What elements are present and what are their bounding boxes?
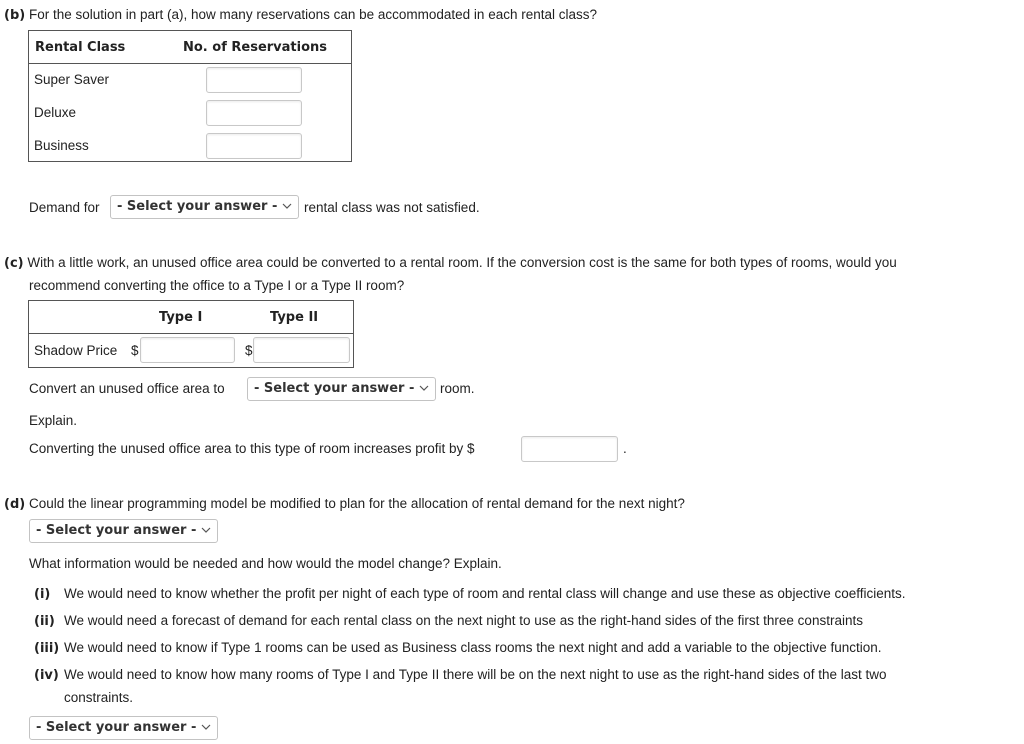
option-number: (ii) — [34, 614, 55, 629]
option-text: We would need to know how many rooms of Type I and Type II there will be on the next night to use as the right-hand sides of the last two — [64, 667, 887, 682]
row-label-business: Business — [34, 138, 89, 153]
part-d-label: (d) — [4, 497, 26, 512]
part-c-question-line2: recommend converting the office to a Type I or a Type II room? — [29, 278, 405, 293]
part-b-label: (b) — [4, 8, 26, 23]
convert-room-select[interactable] — [247, 377, 436, 401]
part-c-question-line1: With a little work, an unused office area could be converted to a rental room. If the conversion cost is the same for both types of rooms, would you — [27, 255, 897, 270]
option-iii — [34, 640, 881, 656]
option-number: (iii) — [34, 641, 60, 656]
option-ii — [34, 613, 863, 629]
convert-suffix: room. — [440, 381, 475, 396]
chevron-down-icon — [282, 201, 292, 211]
currency-symbol: $ — [131, 343, 139, 358]
demand-class-select-value: - Select your answer - — [117, 199, 278, 214]
part-d-question-text: Could the linear programming model be modified to plan for the allocation of rental demand for the next night? — [28, 496, 685, 511]
type1-shadow-price-input[interactable] — [140, 337, 235, 363]
option-iv — [34, 667, 886, 683]
part-b-question — [4, 7, 597, 23]
rental-class-table — [28, 30, 352, 162]
part-c-label: (c) — [4, 256, 24, 271]
convert-prefix: Convert an unused office area to — [29, 381, 225, 396]
currency-symbol: $ — [245, 343, 253, 358]
chevron-down-icon — [419, 383, 429, 393]
shadow-price-table — [28, 300, 354, 368]
option-number: (i) — [34, 587, 51, 602]
option-iv-continued: constraints. — [64, 690, 134, 705]
option-i — [34, 586, 906, 602]
business-input[interactable] — [206, 133, 302, 159]
option-text: We would need to know whether the profit per night of each type of room and rental class will change and use these as objective coefficients. — [64, 586, 906, 601]
demand-class-select[interactable] — [110, 195, 299, 219]
model-modify-select[interactable] — [29, 519, 218, 543]
part-b-question-text: For the solution in part (a), how many reservations can be accommodated in each rental class? — [28, 7, 598, 22]
info-question: What information would be needed and how would the model change? Explain. — [29, 556, 502, 571]
profit-period: . — [623, 441, 627, 456]
profit-increase-input[interactable] — [521, 436, 618, 462]
rental-class-header: Rental Class — [35, 40, 126, 55]
part-c-question — [4, 255, 897, 271]
info-needed-select[interactable] — [29, 716, 218, 740]
option-text: We would need to know if Type 1 rooms can be used as Business class rooms the next night and add a variable to the objective function. — [64, 640, 882, 655]
chevron-down-icon — [201, 525, 211, 535]
option-number: (iv) — [34, 668, 59, 683]
demand-prefix: Demand for — [29, 200, 100, 215]
explain-label: Explain. — [29, 413, 78, 428]
super-saver-input[interactable] — [206, 67, 302, 93]
type2-shadow-price-input[interactable] — [253, 337, 350, 363]
row-label-super-saver: Super Saver — [34, 72, 110, 87]
demand-suffix: rental class was not satisfied. — [304, 200, 480, 215]
type2-header: Type II — [270, 310, 319, 325]
option-text: We would need a forecast of demand for each rental class on the next night to use as the right-hand sides of the first three constraints — [64, 613, 863, 628]
convert-room-select-value: - Select your answer - — [254, 381, 415, 396]
shadow-price-label: Shadow Price — [34, 343, 118, 358]
profit-text: Converting the unused office area to this type of room increases profit by $ — [29, 441, 475, 456]
chevron-down-icon — [201, 722, 211, 732]
deluxe-input[interactable] — [206, 100, 302, 126]
reservations-header: No. of Reservations — [183, 40, 328, 55]
type1-header: Type I — [159, 310, 203, 325]
row-label-deluxe: Deluxe — [34, 105, 77, 120]
info-needed-select-value: - Select your answer - — [36, 720, 197, 735]
model-modify-select-value: - Select your answer - — [36, 523, 197, 538]
part-d-question — [4, 496, 685, 512]
